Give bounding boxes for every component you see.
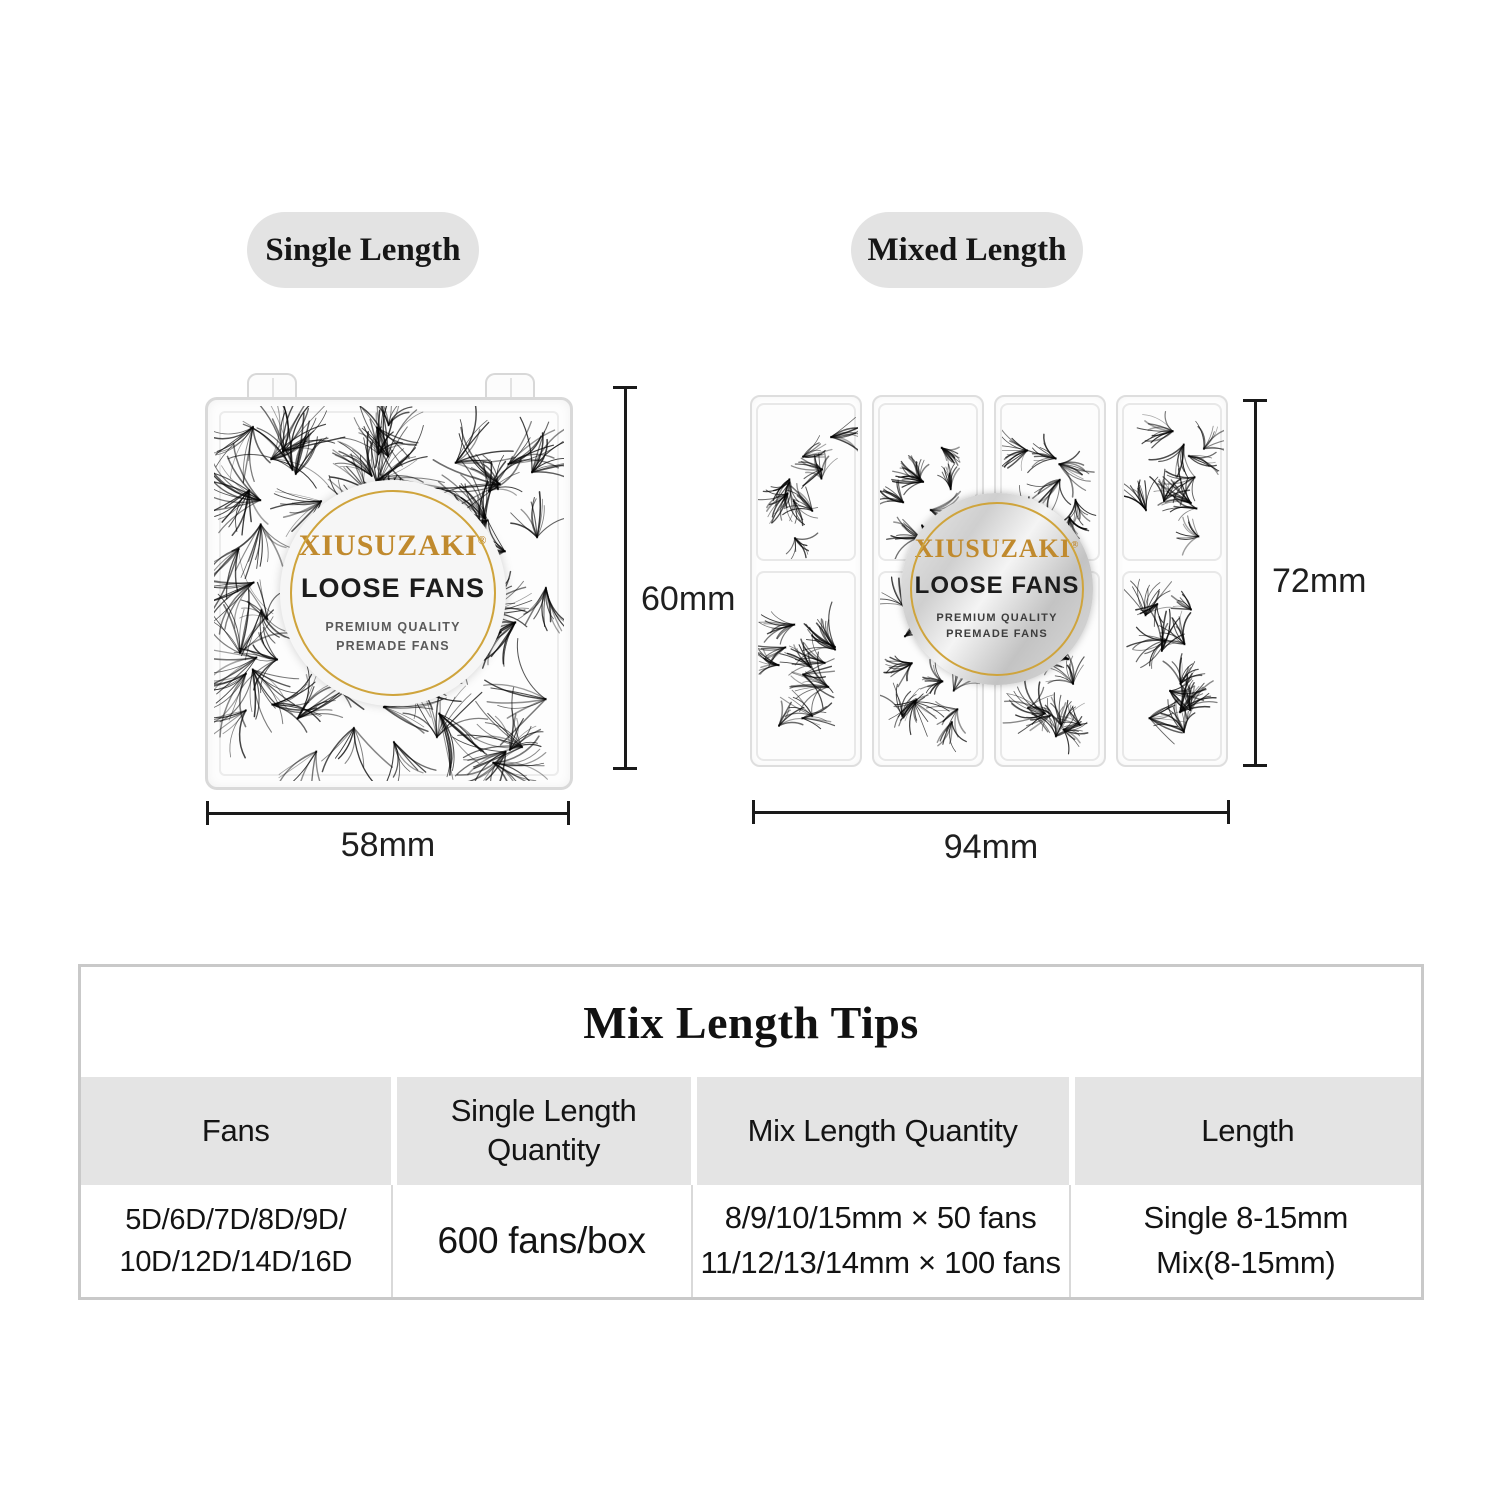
gold-ring <box>910 502 1084 676</box>
dim-line <box>206 812 570 815</box>
single-length-badge: Single Length <box>247 212 479 288</box>
dim-cap <box>613 767 637 770</box>
brand-text: XIUSUZAKI <box>914 533 1071 563</box>
table-title: Mix Length Tips <box>583 996 919 1048</box>
dimension-label-single-height: 60mm <box>641 580 736 618</box>
single-quantity-value: 600 fans/box <box>437 1220 646 1262</box>
cell-length <box>1069 1185 1421 1297</box>
dimension-line-single-width <box>206 801 570 825</box>
length-line2: Mix(8-15mm) <box>1156 1245 1336 1280</box>
cell-mix-quantity <box>691 1185 1069 1297</box>
mixed-length-badge: Mixed Length <box>851 212 1083 288</box>
dimension-line-mixed-height <box>1243 399 1267 767</box>
header-single-length-quantity <box>391 1077 691 1185</box>
header-mix-length-quantity-label: Mix Length Quantity <box>747 1112 1018 1148</box>
brand-text: XIUSUZAKI <box>298 529 478 563</box>
tagline-line2: PREMADE FANS <box>946 627 1048 640</box>
dim-cap <box>206 801 209 825</box>
dimension-line-mixed-width <box>752 800 1230 824</box>
dim-cap <box>752 800 755 824</box>
lash-clump <box>758 405 858 559</box>
header-length <box>1069 1077 1421 1185</box>
compartment <box>756 571 856 761</box>
tagline-line1: PREMIUM QUALITY <box>325 620 461 635</box>
box-strip <box>750 395 862 767</box>
tagline-line2: PREMADE FANS <box>336 638 450 653</box>
cell-single-quantity <box>391 1185 691 1297</box>
mix-quantity-line2: 11/12/13/14mm × 100 fans <box>700 1245 1061 1280</box>
tagline-line1: PREMIUM QUALITY <box>936 611 1058 624</box>
dim-line <box>752 811 1230 814</box>
dimension-line-single-height <box>613 386 637 770</box>
header-fans <box>81 1077 391 1185</box>
lash-clump <box>758 573 858 759</box>
product-name: LOOSE FANS <box>914 571 1080 599</box>
product-label <box>280 480 506 706</box>
dim-line <box>624 386 627 770</box>
box-lid <box>205 397 573 790</box>
dimension-label-single-width: 58mm <box>340 826 436 864</box>
compartment <box>1122 403 1222 561</box>
dim-cap <box>1227 800 1230 824</box>
single-length-box <box>205 373 573 790</box>
dimension-label-mixed-height: 72mm <box>1272 562 1367 600</box>
dim-cap <box>613 386 637 389</box>
compartment <box>756 403 856 561</box>
box-strip <box>1116 395 1228 767</box>
product-name: LOOSE FANS <box>300 573 486 604</box>
compartment <box>1122 571 1222 761</box>
header-mix-length-quantity <box>691 1077 1069 1185</box>
cell-fans <box>81 1185 391 1297</box>
mixed-length-box <box>750 395 1228 767</box>
dim-cap <box>567 801 570 825</box>
fans-line2: 10D/12D/14D/16D <box>119 1246 352 1278</box>
header-fans-label: Fans <box>201 1112 270 1148</box>
table-header-row <box>81 1077 1421 1185</box>
header-single-length-quantity-label: Single Length Quantity <box>450 1093 637 1167</box>
registered-mark: ® <box>477 535 488 548</box>
lash-clump <box>1124 573 1224 759</box>
dimension-label-mixed-width: 94mm <box>943 828 1039 866</box>
gold-ring <box>290 490 496 696</box>
fans-line1: 5D/6D/7D/8D/9D/ <box>125 1203 347 1236</box>
length-line1: Single 8-15mm <box>1143 1200 1349 1236</box>
table-data-row <box>81 1185 1421 1297</box>
spec-table <box>78 964 1424 1300</box>
dim-cap <box>1243 764 1267 767</box>
header-length-label: Length <box>1201 1112 1295 1148</box>
registered-mark: ® <box>1070 538 1080 550</box>
mix-quantity-line1: 8/9/10/15mm × 50 fans <box>724 1200 1037 1236</box>
lash-clump <box>1124 405 1224 559</box>
dim-cap <box>1243 399 1267 402</box>
dim-line <box>1254 399 1257 767</box>
product-label <box>901 493 1093 685</box>
